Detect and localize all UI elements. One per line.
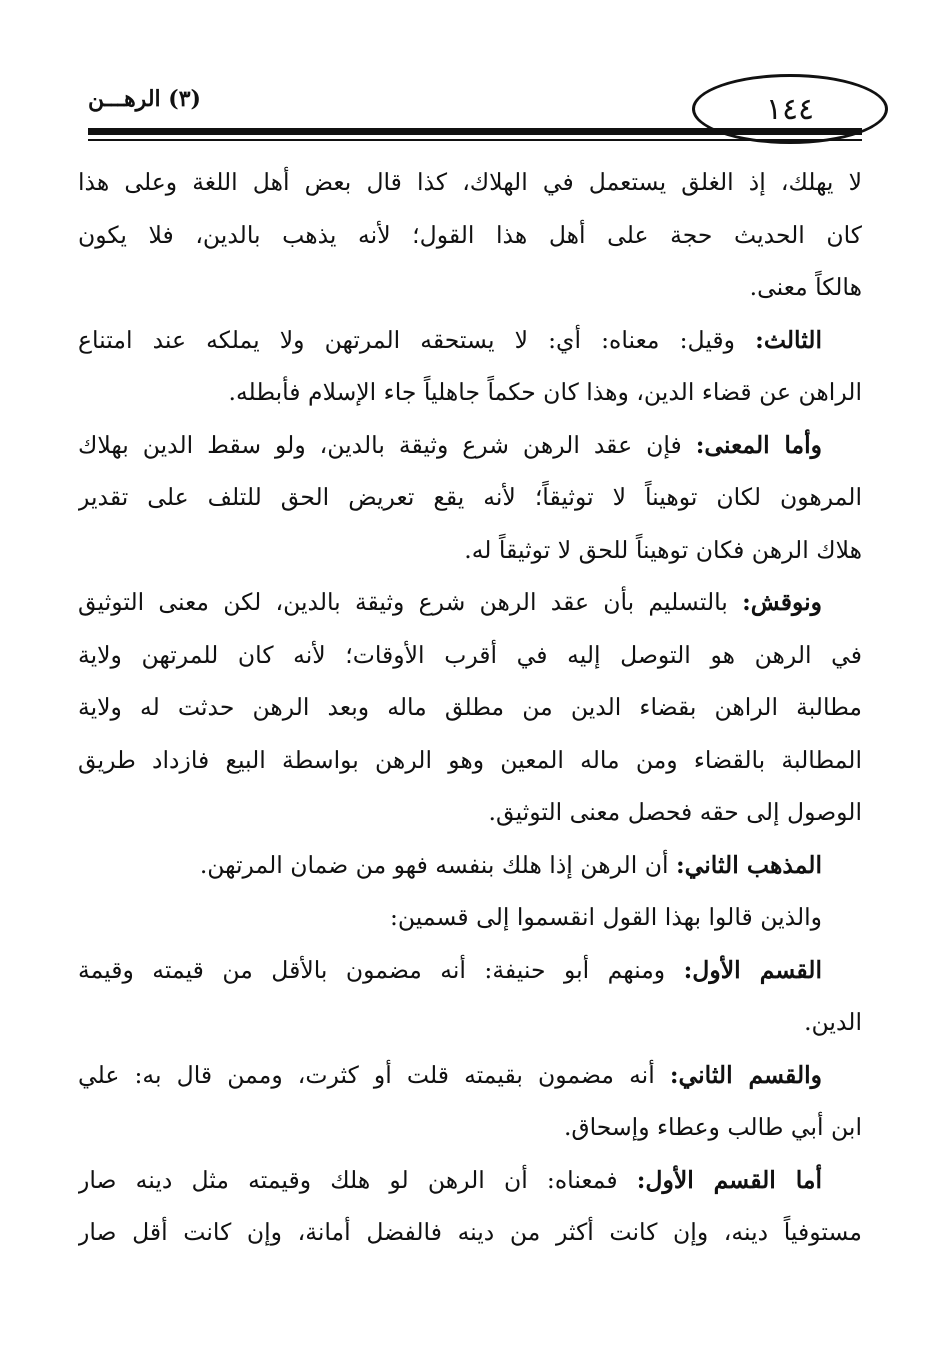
line-text: مطالبة الراهن بقضاء الدين من مطلق ماله وبعد الرهن حدثت له ولاية [78, 693, 862, 721]
bold-term: الثالث: [755, 325, 822, 354]
bold-term: ونوقش: [742, 588, 822, 616]
line-text: والذين قالوا بهذا القول انقسموا إلى قسمين: [389, 903, 822, 931]
text-line [78, 839, 862, 892]
line-text: ومنهم أبو حنيفة: أنه مضمون بالأقل من قيمته وقيمة [78, 955, 666, 984]
text-line [78, 576, 862, 629]
text-line [78, 1049, 862, 1102]
header-rule-thick [88, 128, 862, 135]
line-text: مستوفياً دينه، وإن كانت أكثر من دينه فالفضل أمانة، وإن كانت أقل صار [78, 1218, 862, 1246]
text-line [78, 209, 862, 262]
text-line [78, 524, 862, 577]
header-rule-thin [88, 139, 862, 141]
text-line [78, 734, 862, 787]
text-line [78, 419, 862, 472]
text-line [78, 996, 862, 1049]
page-number: ١٤٤ [765, 91, 815, 127]
page-header [78, 60, 862, 150]
line-text: أن الرهن إذا هلك بنفسه فهو من ضمان المرتهن. [199, 850, 669, 879]
text-line [78, 1101, 862, 1154]
line-text: المطالبة بالقضاء ومن ماله المعين وهو الرهن بواسطة البيع فازداد طريق [78, 745, 862, 774]
line-text: الدين. [804, 1008, 862, 1036]
bold-term: والقسم الثاني: [669, 1060, 822, 1089]
text-line [78, 629, 862, 682]
text-line [78, 366, 862, 419]
line-text: وقيل: معناه: أي: لا يستحقه المرتهن ولا يملكه عند امتناع [78, 325, 736, 354]
line-text: فمعناه: أن الرهن لو هلك وقيمته مثل دينه صار [78, 1165, 618, 1194]
text-line [78, 786, 862, 839]
line-text: المرهون لكان توهيناً لا توثيقاً؛ لأنه يقع تعريض الحق للتلف على تقدير [78, 483, 862, 511]
running-title: (٣) الرهـــن [88, 86, 201, 112]
text-line [78, 471, 862, 524]
bold-term: أما القسم الأول: [636, 1165, 822, 1194]
line-text: كان الحديث حجة على أهل هذا القول؛ لأنه يذهب بالدين، فلا يكون [78, 220, 862, 249]
text-line [78, 314, 862, 367]
text-line [78, 156, 862, 209]
line-text: ابن أبي طالب وعطاء وإسحاق. [563, 1113, 862, 1141]
text-line [78, 944, 862, 997]
text-line [78, 261, 862, 314]
text-line [78, 1206, 862, 1259]
line-text: لا يهلك، إذ الغلق يستعمل في الهلاك، كذا قال بعض أهل اللغة وعلى هذا [78, 168, 862, 196]
bold-term: المذهب الثاني: [675, 850, 822, 879]
line-text: في الرهن هو التوصل إليه في أقرب الأوقات؛ لأنه كان للمرتهن ولاية [78, 640, 862, 669]
bold-term: القسم الأول: [683, 955, 822, 984]
text-line [78, 891, 862, 944]
bold-term: وأما المعنى: [695, 430, 822, 459]
text-line [78, 681, 862, 734]
line-text: بالتسليم بأن عقد الرهن شرع وثيقة بالدين، لكن معنى التوثيق [78, 588, 728, 616]
line-text: أنه مضمون بقيمته قلت أو كثرت، وممن قال به: علي [78, 1060, 655, 1089]
line-text: هلاك الرهن فكان توهيناً للحق لا توثيقاً له. [464, 535, 862, 564]
line-text: الراهن عن قضاء الدين، وهذا كان حكماً جاهلياً جاء الإسلام فأبطله. [228, 378, 862, 406]
line-text: الوصول إلى حقه فحصل معنى التوثيق. [488, 798, 862, 826]
body-text [78, 156, 862, 1259]
text-line [78, 1154, 862, 1207]
line-text: هالكاً معنى. [749, 273, 862, 301]
line-text: فإن عقد الرهن شرع وثيقة بالدين، ولو سقط الدين بهلاك [78, 430, 682, 459]
